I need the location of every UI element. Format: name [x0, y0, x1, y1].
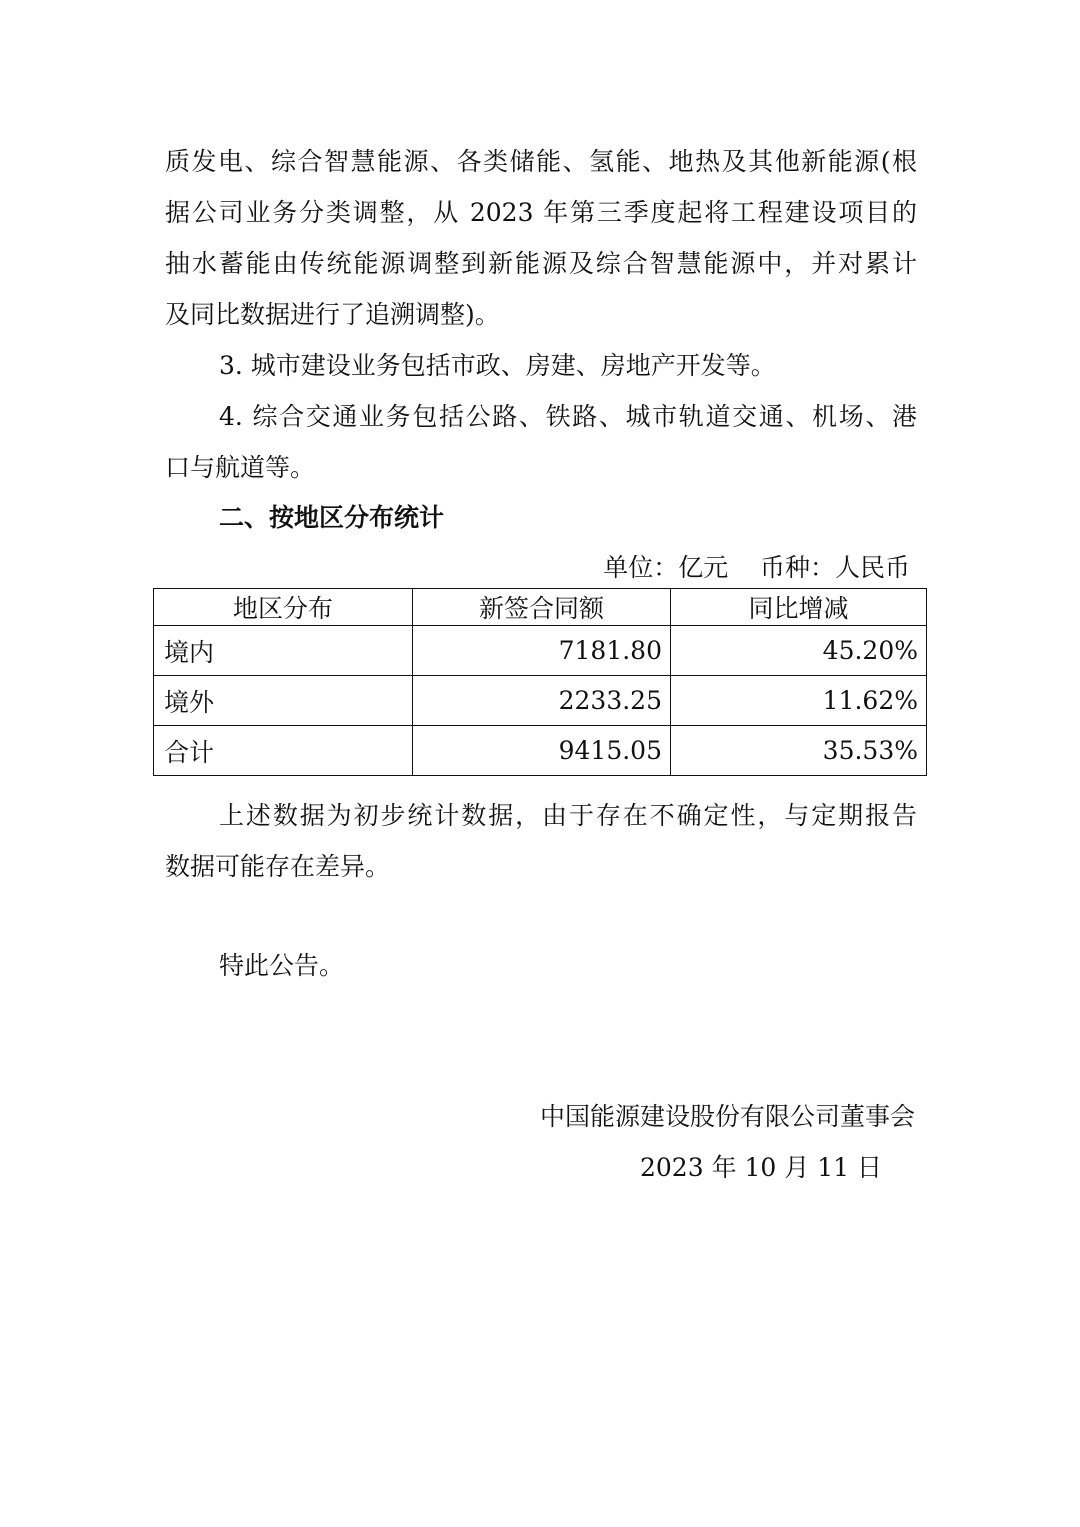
cell-region: 境外: [154, 676, 413, 726]
header-new-contract-amount: 新签合同额: [413, 589, 671, 626]
table-header-row: [154, 589, 927, 626]
disclaimer-paragraph: [165, 790, 917, 892]
disclaimer-line-1: 上述数据为初步统计数据，由于存在不确定性，与定期报告: [219, 801, 917, 830]
cell-amount: 7181.80: [413, 626, 671, 676]
note-4-line-2: 口与航道等。: [165, 453, 316, 482]
cell-yoy: 45.20%: [671, 626, 927, 676]
cell-amount: 2233.25: [413, 676, 671, 726]
cell-amount: 9415.05: [413, 726, 671, 776]
announcement-date: 2023 年 10 月 11 日: [640, 1153, 882, 1182]
cell-yoy: 11.62%: [671, 676, 927, 726]
section-heading: 二、按地区分布统计: [219, 503, 445, 532]
disclaimer-line-2: 数据可能存在差异。: [165, 852, 391, 881]
unit-currency-line: 单位：亿元 币种：人民币: [603, 553, 910, 582]
note-3-text: 3. 城市建设业务包括市政、房建、房地产开发等。: [219, 351, 776, 380]
header-region: 地区分布: [154, 589, 413, 626]
paragraph-line: 抽水蓄能由传统能源调整到新能源及综合智慧能源中，并对累计: [165, 249, 917, 278]
paragraph-energy-categories: [165, 136, 917, 340]
table-row: [154, 676, 927, 726]
paragraph-line: 据公司业务分类调整，从 2023 年第三季度起将工程建设项目的: [165, 198, 917, 227]
table-row: [154, 626, 927, 676]
cell-yoy: 35.53%: [671, 726, 927, 776]
table-row: [154, 726, 927, 776]
note-4-line-1: 4. 综合交通业务包括公路、铁路、城市轨道交通、机场、港: [219, 402, 917, 431]
cell-region: 境内: [154, 626, 413, 676]
cell-region: 合计: [154, 726, 413, 776]
paragraph-line: 质发电、综合智慧能源、各类储能、氢能、地热及其他新能源(根: [165, 147, 917, 176]
signature-board: 中国能源建设股份有限公司董事会: [539, 1102, 915, 1131]
closing-statement: 特此公告。: [219, 951, 345, 980]
region-distribution-table: [153, 588, 927, 776]
note-city-construction: [165, 340, 917, 391]
paragraph-line: 及同比数据进行了追溯调整)。: [165, 300, 500, 329]
header-yoy-change: 同比增减: [671, 589, 927, 626]
note-transport: [165, 391, 917, 493]
